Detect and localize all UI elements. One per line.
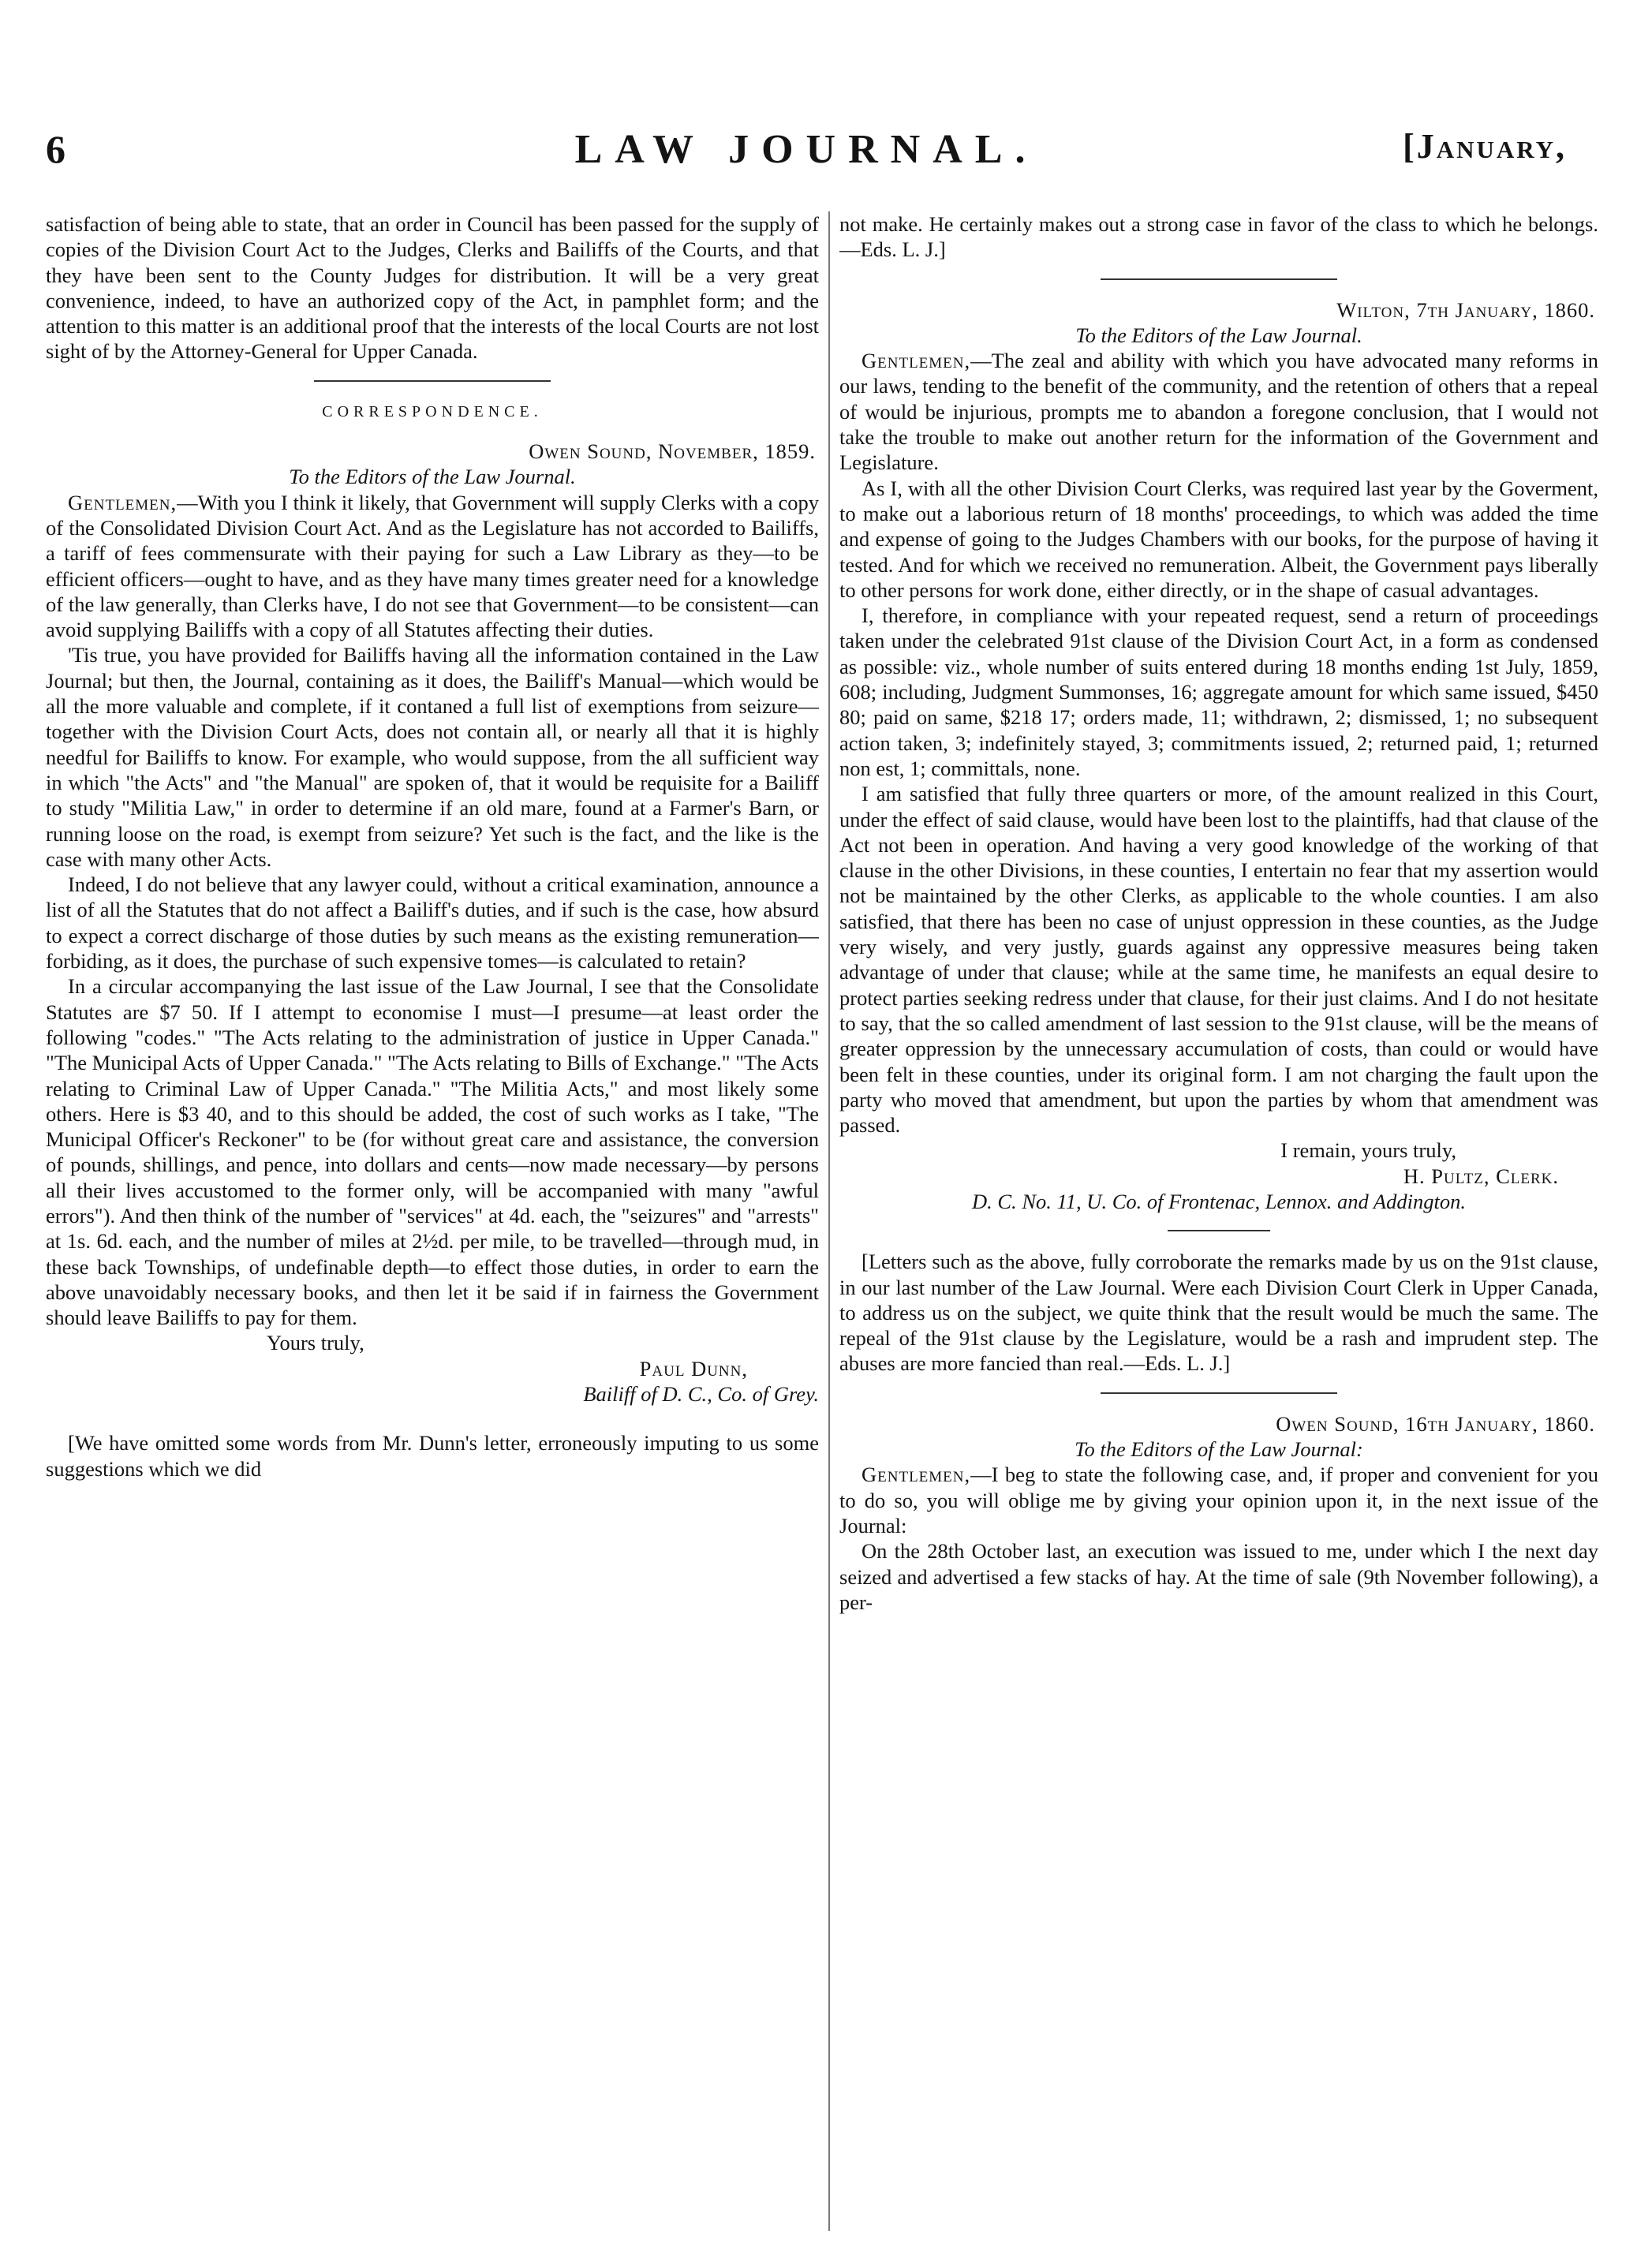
section-heading: CORRESPONDENCE. bbox=[322, 402, 543, 420]
letter-signer-title: Bailiff of D. C., Co. of Grey. bbox=[583, 1382, 819, 1407]
letter-signer: H. Pultz, Clerk. bbox=[1403, 1164, 1559, 1188]
section-divider bbox=[1101, 278, 1337, 280]
letter-paragraph: 'Tis true, you have provided for Bailiffs having all the information contained in the Law Journal; but then, the Journal, containing as it does, the Bailiff's Manual—which would be all the more valuable and complete, if it contaned a full list of exemptions from seizure—together with the Division Court Acts, does not contain all, or nearly all that it is highly needful for Bailiffs to know. For example, who would suppose, from the all sufficient way in which "the Acts" and "the Manual" are spoken of, that it would be requisite for a Bailiff to study "Militia Law," in order to determine if an old mare, found at a Farmer's Barn, or running loose on the road, is exempt from seizure? Yet such is the fact, and the like is the case with many other Acts. bbox=[46, 643, 819, 871]
left-column bbox=[46, 211, 819, 2231]
letter-text: —With you I think it likely, that Government will supply Clerks with a copy of the Consolidated Division Court Act. And as the Legislature has not accorded to Bailiffs, a tariff of fees commensurate with their paying for such a Law Library as they—to be efficient officers—ought to have, and as they have many times greater need for a knowledge of the law generally, than Clerks have, I do not see that Government—to be consistent—can avoid supplying Bailiffs with a copy of all Statutes affecting their duties. bbox=[46, 490, 819, 642]
right-column bbox=[839, 211, 1598, 2231]
column-divider bbox=[828, 211, 830, 2231]
letter-text: —The zeal and ability with which you have advocated many reforms in our laws, tending to the benefit of the community, and the retention of others that a repeal of would be injurious, prompts me to abandon a foregone conclusion, that I would not take the trouble to make out another return for the information of the Government and Legislature. bbox=[839, 349, 1598, 475]
salutation: Gentlemen, bbox=[862, 1463, 971, 1487]
editor-note-continued: not make. He certainly makes out a strong case in favor of the class to which he belongs.—Eds. L. J.] bbox=[839, 212, 1598, 262]
section-divider bbox=[1101, 1392, 1337, 1394]
page-number: 6 bbox=[46, 127, 65, 171]
running-month: [January, bbox=[1403, 127, 1567, 166]
section-divider bbox=[1168, 1230, 1270, 1231]
letter-signer-title: D. C. No. 11, U. Co. of Frontenac, Lennox. and Addington. bbox=[972, 1189, 1466, 1213]
page-header bbox=[46, 126, 1567, 181]
article-paragraph: satisfaction of being able to state, that an order in Council has been passed for the supply of copies of the Division Court Act to the Judges, Clerks and Bailiffs of the Courts, and that they have been sent to the County Judges for distribution. It will be a very great convenience, indeed, to have an authorized copy of the Act, in pamphlet form; and the attention to this matter is an additional proof that the interests of the local Courts are not lost sight of by the Attorney-General for Upper Canada. bbox=[46, 212, 819, 364]
salutation: Gentlemen, bbox=[862, 349, 971, 373]
letter-paragraph: As I, with all the other Division Court Clerks, was required last year by the Goverment, to make out a laborious return of 18 months' proceedings, to which was added the time and expense of going to the Judges Chambers with our books, for the purpose of having it tested. And for which we received no remuneration. Albeit, the Government pays liberally to other persons for work done, either directly, or in the shape of casual advantages. bbox=[839, 476, 1598, 602]
letter-paragraph: I, therefore, in compliance with your repeated request, send a return of proceedings taken under the celebrated 91st clause of the Division Court Act, in a form as condensed as possible: viz., whole number of suits entered during 18 months ending 1st July, 1859, 608; including, Judgment Summonses, 16; aggregate amount for which same issued, $450 80; paid on same, $218 17; orders made, 11; withdrawn, 2; dismissed, 1; no subsequent action taken, 3; indefinitely stayed, 3; commitments issued, 2; returned paid, 1; returned non est, 1; committals, none. bbox=[839, 603, 1598, 780]
salutation: Gentlemen, bbox=[68, 490, 178, 514]
letter-dateline: Owen Sound, 16th January, 1860. bbox=[1276, 1411, 1595, 1436]
letter-signer: Paul Dunn, bbox=[639, 1356, 748, 1381]
letter-paragraph: I am satisfied that fully three quarters or more, of the amount realized in this Court, under the effect of said clause, would have been lost to the plaintiffs, had that clause of the Act not been in operation. And having a very good knowledge of the working of that clause in the other Divisions, in these counties, I entertain no fear that my assertion would not be maintained by the other Clerks, as applicable to the whole counties. I am also satisfied, that there has been no case of unjust oppression in these counties, as the Judge very wisely, and very justly, guards against any oppressive measures being taken advantage of under that clause; while at the same time, he manifests an equal desire to protect parties seeking redress under that clause, for their just claims. And I do not hesitate to say, that the so called amendment of last session to the 91st clause, will be the means of greater oppression by the unnecessary accumulation of costs, than could or would have been felt in these counties, under its original form. I am not charging the fault upon the party who moved that amendment, but upon the parties by whom that amendment was passed. bbox=[839, 782, 1598, 1138]
letter-dateline: Wilton, 7th January, 1860. bbox=[1336, 297, 1595, 322]
letter-dateline: Owen Sound, November, 1859. bbox=[529, 439, 816, 464]
letter-paragraph: Indeed, I do not believe that any lawyer could, without a critical examination, announce a list of all the Statutes that do not affect a Bailiff's duties, and if such is the case, how absurd to expect a correct discharge of those duties by such means as the existing remuneration—forbiding, as it does, the purchase of such expensive tomes—is calculated to retain? bbox=[46, 872, 819, 973]
letter-text: —I beg to state the following case, and, if proper and convenient for you to do so, you will oblige me by giving your opinion upon it, in the next issue of the Journal: bbox=[839, 1463, 1598, 1537]
letter-paragraph bbox=[839, 348, 1598, 475]
letter-closing: I remain, yours truly, bbox=[1280, 1138, 1456, 1163]
letter-address: To the Editors of the Law Journal. bbox=[289, 465, 576, 489]
letter-paragraph: On the 28th October last, an execution was issued to me, under which I the next day seized and advertised a few stacks of hay. At the time of sale (9th November following), a per- bbox=[839, 1539, 1598, 1614]
letter-address: To the Editors of the Law Journal: bbox=[1075, 1437, 1363, 1462]
letter-closing: Yours truly, bbox=[267, 1331, 364, 1355]
letter-address: To the Editors of the Law Journal. bbox=[1075, 323, 1362, 347]
letter-paragraph: In a circular accompanying the last issue of the Law Journal, I see that the Consolidate Statutes are $7 50. If I attempt to economise I must—I presume—at least order the following "codes." "The Acts relating to the administration of justice in Upper Canada." "The Municipal Acts of Upper Canada." "The Acts relating to Bills of Exchange." "The Acts relating to Criminal Law of Upper Canada." "The Militia Acts," and most likely some others. Here is $3 40, and to this should be added, the cost of such works as I take, "The Municipal Officer's Reckoner" to be (for without great care and assistance, the conversion of pounds, shillings, and pence, into dollars and cents—now made necessary—by persons all their lives accustomed to the former only, will be accompanied with many "awful errors"). And then think of the number of "services" at 4d. each, the "seizures" and "arrests" at 1s. 6d. each, and the number of miles at 2½d. per mile, to be travelled—through mud, in these back Townships, of undefinable depth—to effect those duties, in order to earn the above unavoidably necessary books, and then let it be said if in fairness the Government should leave Bailiffs to pay for them. bbox=[46, 974, 819, 1330]
section-divider bbox=[314, 380, 551, 382]
letter-paragraph bbox=[839, 1462, 1598, 1538]
editor-note: [We have omitted some words from Mr. Dunn's letter, erroneously imputing to us some suggestions which we did bbox=[46, 1431, 819, 1481]
running-title: LAW JOURNAL. bbox=[574, 127, 1038, 172]
editor-note: [Letters such as the above, fully corroborate the remarks made by us on the 91st clause, in our last number of the Law Journal. Were each Division Court Clerk in Upper Canada, to address us on the subject, we quite think that the result would be much the same. The repeal of the 91st clause by the Legislature, would be a rash and imprudent step. The abuses are more fancied than real.—Eds. L. J.] bbox=[839, 1250, 1598, 1376]
letter-paragraph bbox=[46, 490, 819, 643]
